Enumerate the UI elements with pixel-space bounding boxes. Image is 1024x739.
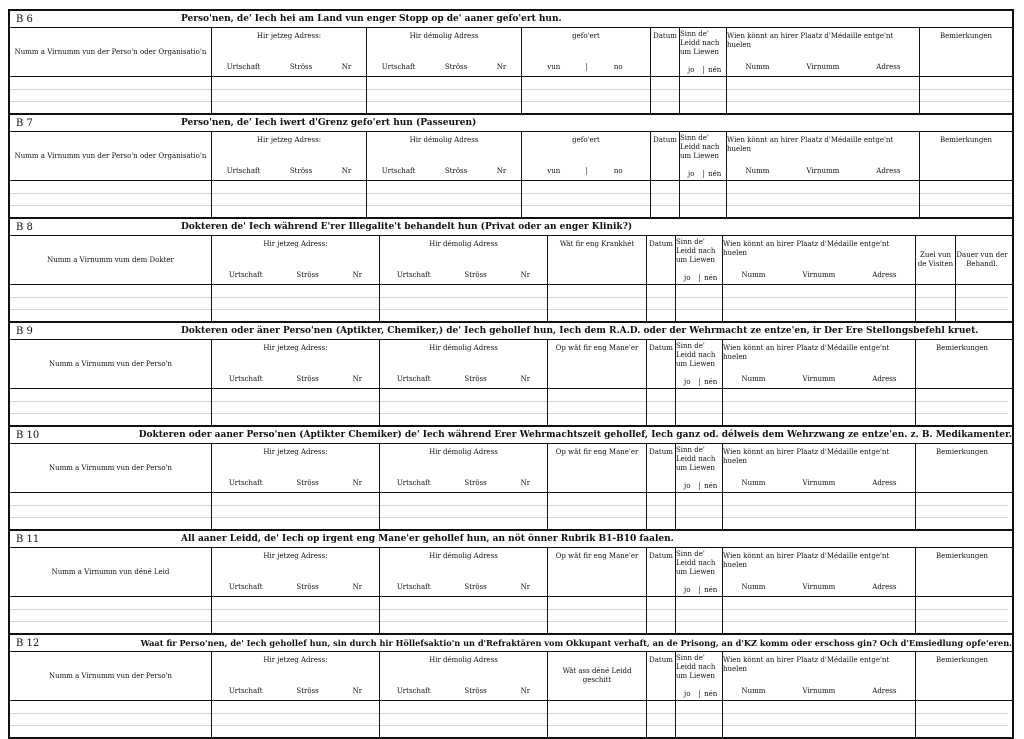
nr-label: Nr	[520, 270, 531, 279]
section-title: Perso'nen, de' Iech hei am Land vun enger Stopp op de' aaner gefo'ert hun.	[181, 14, 562, 24]
numm-label: Numm	[741, 374, 766, 383]
no-label: no	[586, 167, 651, 176]
entry-cell[interactable]	[10, 285, 212, 321]
entry-cell[interactable]	[676, 493, 723, 529]
old-address-header	[367, 132, 522, 180]
medal-header	[723, 340, 916, 388]
datum-header: Datum	[651, 132, 680, 180]
stross-label: Ströss	[464, 270, 487, 279]
nr-label: Nr	[520, 478, 531, 487]
entry-cell[interactable]	[647, 597, 676, 633]
entry-cell[interactable]	[380, 389, 548, 425]
remarks-header: Bemierkungen	[935, 344, 989, 352]
no-label: no	[586, 63, 651, 72]
medal-label: Wien könnt an hirer Plaatz d'Médaille entge'nt huelen	[723, 448, 890, 465]
nr-label: Nr	[496, 62, 507, 71]
entry-cell[interactable]	[916, 493, 1008, 529]
numm-label: Numm	[745, 166, 770, 175]
refractaire-form	[8, 9, 1014, 739]
virnumm-label: Virnumm	[802, 478, 836, 487]
section-b10	[10, 427, 1012, 531]
medal-label: Wien könnt an hirer Plaatz d'Médaille entge'nt huelen	[727, 136, 894, 153]
gefoert-label: gefo'ert	[572, 32, 600, 40]
name-column-header: Numm a Virnumm vun der Perso'n	[10, 444, 212, 492]
current-address-header	[212, 652, 380, 700]
section-b7	[10, 115, 1012, 219]
adress-label: Adress	[876, 166, 901, 175]
stross-label: Ströss	[296, 374, 319, 383]
stross-label: Ströss	[296, 270, 319, 279]
entry-rows	[10, 597, 1012, 633]
nr-label: Nr	[520, 374, 531, 383]
section-title-bar	[10, 323, 1012, 340]
section-code: B 11	[16, 533, 40, 545]
gefoert-label: gefo'ert	[572, 136, 600, 144]
alive-label: Sinn de' Leidd nach um Liewen	[676, 446, 716, 472]
alive-label: Sinn de' Leidd nach um Liewen	[676, 342, 716, 368]
urtschaft-label: Urtschaft	[228, 270, 263, 279]
current-address-header	[212, 340, 380, 388]
entry-cell[interactable]	[916, 285, 956, 321]
stross-label: Ströss	[296, 686, 319, 695]
entry-cell[interactable]	[212, 701, 380, 737]
jo-label: jo	[684, 273, 691, 282]
alive-header	[676, 444, 723, 492]
stross-label: Ströss	[444, 166, 468, 175]
stross-label: Ströss	[296, 582, 319, 591]
name-column-header: Numm a Virnumm vun der Perso'n	[10, 652, 212, 700]
current-address-label: Hir jetzeg Adress:	[256, 32, 322, 40]
header-row	[10, 340, 1012, 389]
datum-header: Datum	[647, 652, 676, 700]
datum-header: Datum	[651, 28, 680, 76]
nr-label: Nr	[352, 582, 363, 591]
datum-header: Datum	[647, 444, 676, 492]
old-address-label: Hir démolig Adress	[409, 32, 479, 40]
section-title: Dokteren oder äner Perso'nen (Aptikter, Chemiker,) de' Iech gehollef hun, Iech dem R.A.D. oder der Wehrmacht ze entze'en, ir Der Ere Stellongsbefehl kruet.	[181, 326, 979, 336]
urtschaft-label: Urtschaft	[396, 478, 431, 487]
old-address-label: Hir démolig Adress	[429, 552, 498, 560]
entry-cell[interactable]	[723, 597, 916, 633]
medal-header	[723, 548, 916, 596]
entry-cell[interactable]	[548, 597, 647, 633]
virnumm-label: Virnumm	[802, 374, 836, 383]
section-title-bar	[10, 115, 1012, 132]
entry-rows	[10, 493, 1012, 529]
alive-label: Sinn de' Leidd nach um Liewen	[680, 134, 720, 160]
nen-label: nén	[699, 378, 723, 387]
current-address-label: Hir jetzeg Adress:	[263, 448, 328, 456]
section-b12	[10, 635, 1012, 737]
entry-cell[interactable]	[723, 701, 916, 737]
name-column-header: Numm a Virnumm vum dem Dokter	[10, 236, 212, 284]
alive-header	[676, 236, 723, 284]
remarks-header: Bemierkungen	[935, 656, 989, 664]
nr-label: Nr	[352, 686, 363, 695]
jo-label: jo	[684, 481, 691, 490]
section-title-bar	[10, 427, 1012, 444]
entry-cell[interactable]	[10, 389, 212, 425]
vun-label: vun	[547, 62, 561, 71]
current-address-label: Hir jetzeg Adress:	[263, 552, 328, 560]
entry-cell[interactable]	[916, 597, 1008, 633]
stross-label: Ströss	[464, 582, 487, 591]
current-address-label: Hir jetzeg Adress:	[256, 136, 322, 144]
section-title-bar	[10, 219, 1012, 236]
section-title: All aaner Leidd, de' Iech op irgent eng Mane'er gehollef hun, an nöt önner Rubrik B1-B10 faalen.	[181, 534, 674, 544]
stross-label: Ströss	[289, 166, 313, 175]
current-address-header	[212, 132, 367, 180]
adress-label: Adress	[872, 270, 897, 279]
section-b11	[10, 531, 1012, 635]
entry-cell[interactable]	[10, 493, 212, 529]
current-address-label: Hir jetzeg Adress:	[263, 344, 328, 352]
adress-label: Adress	[876, 62, 901, 71]
urtschaft-label: Urtschaft	[396, 374, 431, 383]
section-title-bar	[10, 11, 1012, 28]
entry-cell[interactable]	[727, 77, 920, 113]
jo-label: jo	[688, 65, 695, 74]
header-row	[10, 652, 1012, 701]
alive-header	[680, 28, 727, 76]
entry-cell[interactable]	[522, 181, 651, 217]
entry-cell[interactable]	[676, 285, 723, 321]
jo-label: jo	[688, 169, 695, 178]
manner-header: Op wät fir eng Mane'er	[548, 340, 647, 388]
old-address-label: Hir démolig Adress	[409, 136, 479, 144]
alive-label: Sinn de' Leidd nach um Liewen	[676, 550, 716, 576]
header-row	[10, 236, 1012, 285]
entry-cell[interactable]	[680, 181, 727, 217]
stross-label: Ströss	[464, 374, 487, 383]
entry-cell[interactable]	[212, 285, 380, 321]
entry-cell[interactable]	[380, 285, 548, 321]
entry-cell[interactable]	[380, 493, 548, 529]
urtschaft-label: Urtschaft	[228, 686, 263, 695]
manner-header: Op wät fir eng Mane'er	[548, 548, 647, 596]
gefoert-header	[522, 28, 651, 76]
entry-cell[interactable]	[548, 493, 647, 529]
section-title: Dokteren oder aaner Perso'nen (Aptikter Chemiker) de' Iech während Erer Wehrmachtszeit gehollef, Iech ganz od. délweis dem Wehrzwang ze entze'en. z. B. Medikamenter.	[138, 430, 1012, 440]
old-address-header	[380, 548, 548, 596]
entry-cell[interactable]	[10, 701, 212, 737]
nr-label: Nr	[341, 166, 352, 175]
visits-header: Zuel vun de Visiten	[916, 236, 956, 284]
virnumm-label: Virnumm	[806, 62, 840, 71]
alive-header	[676, 652, 723, 700]
entry-cell[interactable]	[548, 701, 647, 737]
stross-label: Ströss	[296, 478, 319, 487]
section-b9	[10, 323, 1012, 427]
section-code: B 6	[16, 13, 33, 25]
stross-label: Ströss	[289, 62, 313, 71]
entry-cell[interactable]	[380, 597, 548, 633]
current-address-label: Hir jetzeg Adress:	[263, 656, 328, 664]
old-address-header	[380, 652, 548, 700]
alive-header	[680, 132, 727, 180]
medal-label: Wien könnt an hirer Plaatz d'Médaille entge'nt huelen	[723, 552, 890, 569]
current-address-label: Hir jetzeg Adress:	[263, 240, 328, 248]
entry-cell[interactable]	[956, 285, 1008, 321]
virnumm-label: Virnumm	[806, 166, 840, 175]
urtschaft-label: Urtschaft	[226, 62, 261, 71]
section-title: Dokteren de' Iech während E'rer Illegalite't behandelt hun (Privat oder an enger Klinik?)	[181, 222, 633, 232]
nen-label: nén	[703, 170, 727, 179]
datum-header: Datum	[647, 236, 676, 284]
current-address-header	[212, 236, 380, 284]
remarks-header: Bemierkungen	[939, 32, 993, 40]
entry-cell[interactable]	[522, 77, 651, 113]
datum-header: Datum	[647, 340, 676, 388]
entry-cell[interactable]	[680, 77, 727, 113]
stross-label: Ströss	[444, 62, 468, 71]
section-title-bar	[10, 531, 1012, 548]
urtschaft-label: Urtschaft	[381, 166, 416, 175]
old-address-label: Hir démolig Adress	[429, 240, 498, 248]
entry-cell[interactable]	[10, 181, 212, 217]
remarks-header: Bemierkungen	[935, 552, 989, 560]
alive-label: Sinn de' Leidd nach um Liewen	[676, 654, 716, 680]
adress-label: Adress	[872, 582, 897, 591]
virnumm-label: Virnumm	[802, 686, 836, 695]
entry-cell[interactable]	[647, 493, 676, 529]
section-code: B 7	[16, 117, 33, 129]
numm-label: Numm	[741, 478, 766, 487]
urtschaft-label: Urtschaft	[226, 166, 261, 175]
name-column-header: Numm a Virnumm vun der Perso'n	[10, 340, 212, 388]
header-row	[10, 132, 1012, 181]
section-code: B 12	[16, 637, 40, 649]
old-address-label: Hir démolig Adress	[429, 448, 498, 456]
medal-header	[727, 28, 920, 76]
section-b8	[10, 219, 1012, 323]
section-code: B 8	[16, 221, 33, 233]
virnumm-label: Virnumm	[802, 582, 836, 591]
urtschaft-label: Urtschaft	[396, 582, 431, 591]
urtschaft-label: Urtschaft	[396, 270, 431, 279]
entry-cell[interactable]	[651, 181, 680, 217]
nr-label: Nr	[352, 478, 363, 487]
stross-label: Ströss	[464, 478, 487, 487]
entry-cell[interactable]	[548, 285, 647, 321]
alive-header	[676, 548, 723, 596]
entry-cell[interactable]	[212, 389, 380, 425]
medal-header	[723, 236, 916, 284]
medal-label: Wien könnt an hirer Plaatz d'Médaille entge'nt huelen	[723, 344, 890, 361]
nen-label: nén	[699, 482, 723, 491]
entry-cell[interactable]	[10, 597, 212, 633]
manner-header: Op wät fir eng Mane'er	[548, 444, 647, 492]
header-row	[10, 444, 1012, 493]
nen-label: nén	[703, 66, 727, 75]
entry-cell[interactable]	[212, 493, 380, 529]
what-happened-header: Wät ass déné Leidd geschitt	[548, 652, 647, 700]
name-column-header: Numm a Virnumm vun der Perso'n oder Organisatio'n	[10, 28, 212, 76]
adress-label: Adress	[872, 478, 897, 487]
entry-cell[interactable]	[10, 77, 212, 113]
remarks-header: Bemierkungen	[939, 136, 993, 144]
old-address-label: Hir démolig Adress	[429, 656, 498, 664]
section-code: B 10	[16, 429, 40, 441]
current-address-header	[212, 548, 380, 596]
numm-label: Numm	[745, 62, 770, 71]
remarks-header: Bemierkungen	[935, 448, 989, 456]
current-address-header	[212, 28, 367, 76]
entry-cell[interactable]	[212, 181, 367, 217]
entry-cell[interactable]	[676, 701, 723, 737]
entry-cell[interactable]	[212, 597, 380, 633]
numm-label: Numm	[741, 270, 766, 279]
nen-label: nén	[699, 690, 723, 699]
jo-label: jo	[684, 689, 691, 698]
name-column-header: Numm a Virnumm vun déné Leid	[10, 548, 212, 596]
entry-cell[interactable]	[723, 285, 916, 321]
jo-label: jo	[684, 377, 691, 386]
entry-cell[interactable]	[723, 389, 916, 425]
entry-cell[interactable]	[676, 597, 723, 633]
duration-header: Dauer vun der Behandl.	[956, 251, 1008, 268]
medal-header	[723, 444, 916, 492]
entry-cell[interactable]	[380, 701, 548, 737]
section-code: B 9	[16, 325, 33, 337]
entry-rows	[10, 181, 1012, 217]
entry-cell[interactable]	[916, 701, 1008, 737]
medal-header	[723, 652, 916, 700]
alive-header	[676, 340, 723, 388]
nen-label: nén	[699, 586, 723, 595]
urtschaft-label: Urtschaft	[228, 478, 263, 487]
entry-cell[interactable]	[920, 181, 1012, 217]
urtschaft-label: Urtschaft	[228, 374, 263, 383]
entry-rows	[10, 701, 1012, 737]
entry-cell[interactable]	[647, 285, 676, 321]
entry-cell[interactable]	[727, 181, 920, 217]
section-title: Perso'nen, de' Iech iwert d'Grenz gefo'ert hun (Passeuren)	[181, 118, 477, 128]
entry-cell[interactable]	[548, 389, 647, 425]
entry-rows	[10, 285, 1012, 321]
entry-cell[interactable]	[651, 77, 680, 113]
numm-label: Numm	[741, 686, 766, 695]
old-address-header	[380, 340, 548, 388]
medal-label: Wien könnt an hirer Plaatz d'Médaille entge'nt huelen	[727, 32, 894, 49]
urtschaft-label: Urtschaft	[396, 686, 431, 695]
virnumm-label: Virnumm	[802, 270, 836, 279]
entry-cell[interactable]	[212, 77, 367, 113]
jo-label: jo	[684, 585, 691, 594]
header-row	[10, 28, 1012, 77]
medal-label: Wien könnt an hirer Plaatz d'Médaille entge'nt huelen	[723, 656, 890, 673]
nr-label: Nr	[520, 686, 531, 695]
vun-label: vun	[547, 166, 561, 175]
entry-cell[interactable]	[367, 77, 522, 113]
entry-cell[interactable]	[723, 493, 916, 529]
entry-cell[interactable]	[647, 701, 676, 737]
gefoert-header	[522, 132, 651, 180]
datum-header: Datum	[647, 548, 676, 596]
old-address-header	[380, 236, 548, 284]
old-address-header	[380, 444, 548, 492]
urtschaft-label: Urtschaft	[228, 582, 263, 591]
nr-label: Nr	[520, 582, 531, 591]
nr-label: Nr	[352, 270, 363, 279]
alive-label: Sinn de' Leidd nach um Liewen	[676, 238, 716, 264]
entry-rows	[10, 77, 1012, 113]
section-title: Waat fir Perso'nen, de' Iech gehollef hun, sin durch hir Höllefsaktio'n un d'Refraktären vom Okkupant verhaft, an de Prisong, an d'KZ komm oder erschoss gin? Och d'Emsiedlung opfe'eren.	[140, 638, 1012, 648]
illness-header: Wät fir eng Krankhét	[548, 236, 647, 284]
stross-label: Ströss	[464, 686, 487, 695]
nen-label: nén	[699, 274, 723, 283]
medal-header	[727, 132, 920, 180]
section-b6	[10, 11, 1012, 115]
name-column-header: Numm a Virnumm vun der Perso'n oder Organisatio'n	[10, 132, 212, 180]
current-address-header	[212, 444, 380, 492]
entry-cell[interactable]	[676, 389, 723, 425]
urtschaft-label: Urtschaft	[381, 62, 416, 71]
entry-cell[interactable]	[367, 181, 522, 217]
old-address-header	[367, 28, 522, 76]
entry-rows	[10, 389, 1012, 425]
adress-label: Adress	[872, 686, 897, 695]
numm-label: Numm	[741, 582, 766, 591]
entry-cell[interactable]	[647, 389, 676, 425]
entry-cell[interactable]	[920, 77, 1012, 113]
medal-label: Wien könnt an hirer Plaatz d'Médaille entge'nt huelen	[723, 240, 890, 257]
adress-label: Adress	[872, 374, 897, 383]
section-title-bar	[10, 635, 1012, 652]
old-address-label: Hir démolig Adress	[429, 344, 498, 352]
nr-label: Nr	[341, 62, 352, 71]
entry-cell[interactable]	[916, 389, 1008, 425]
alive-label: Sinn de' Leidd nach um Liewen	[680, 30, 720, 56]
header-row	[10, 548, 1012, 597]
nr-label: Nr	[352, 374, 363, 383]
nr-label: Nr	[496, 166, 507, 175]
